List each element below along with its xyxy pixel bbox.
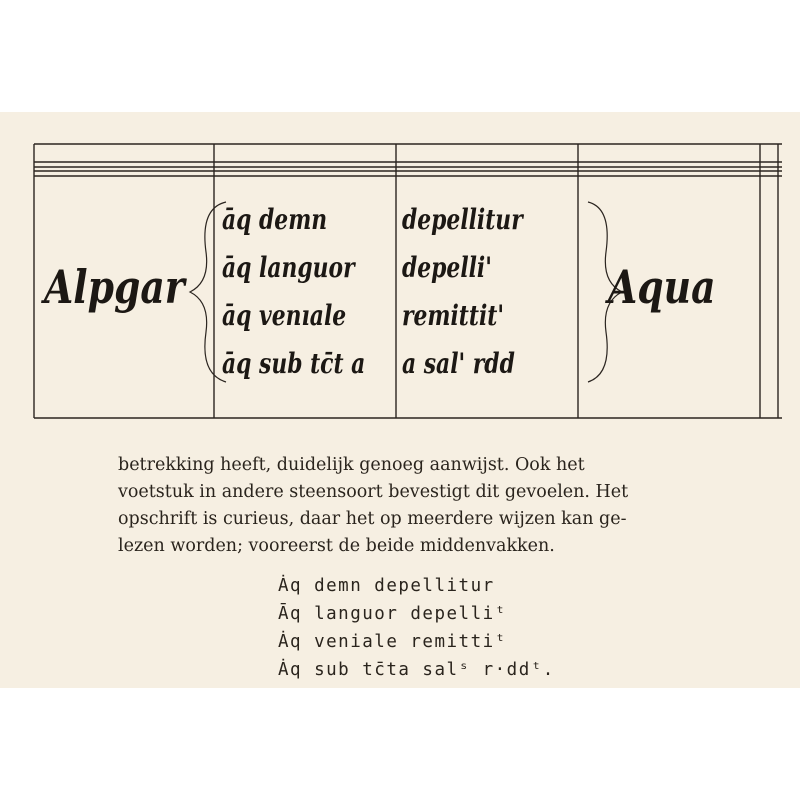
transcription-block <box>278 572 555 684</box>
middle-right-column <box>402 196 557 388</box>
paragraph-line: lezen worden; vooreerst de beide middenvakken. <box>118 536 555 556</box>
transcription-line: Ȧq demn depellitur <box>278 576 495 596</box>
book-page <box>0 112 800 688</box>
middle-left-line: āq languor <box>222 251 355 284</box>
transcription-line: Ȧq veniale remittiᵗ <box>278 632 507 652</box>
middle-left-line: āq demn <box>222 203 328 236</box>
paragraph-line: opschrift is curieus, daar het op meerdere wijzen kan ge- <box>118 509 627 529</box>
right-word: Aqua <box>608 260 716 314</box>
middle-left-line: āq venıale <box>222 299 347 332</box>
middle-right-line: depelli' <box>402 251 492 284</box>
transcription-line: Āq languor depelliᵗ <box>278 604 507 624</box>
body-paragraph <box>118 452 708 560</box>
middle-right-line: a sal' rdd <box>402 347 515 380</box>
middle-left-column <box>222 196 406 388</box>
left-word: Alpgar <box>44 260 185 314</box>
middle-right-line: depellitur <box>402 203 523 236</box>
paragraph-line: betrekking heeft, duidelijk genoeg aanwijst. Ook het <box>118 455 585 475</box>
middle-right-line: remittit' <box>402 299 505 332</box>
transcription-line: Ȧq sub tc̄ta salˢ r·ddᵗ. <box>278 660 555 680</box>
paragraph-line: voetstuk in andere steensoort bevestigt dit gevoelen. Het <box>118 482 629 502</box>
middle-left-line: āq sub tc̄t a <box>222 347 366 380</box>
